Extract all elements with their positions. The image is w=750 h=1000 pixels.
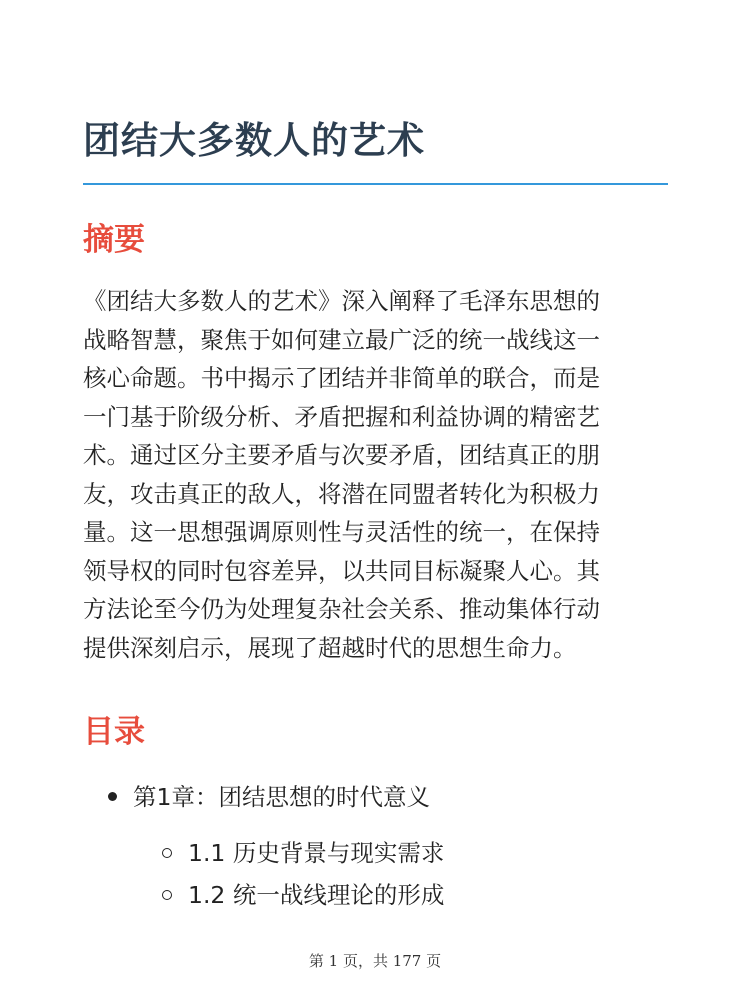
abstract-paragraph [83,282,673,667]
bullet-circle-icon [162,848,172,858]
abstract-line: 战略智慧，聚焦于如何建立最广泛的统一战线这一 [83,325,600,354]
toc-chapter-item[interactable] [108,780,430,814]
abstract-line: 友，攻击真正的敌人，将潜在同盟者转化为积极力 [83,479,600,508]
toc-section-item[interactable] [162,878,444,912]
title-divider [83,183,668,185]
document-title: 团结大多数人的艺术 [83,119,425,162]
toc-section-label: 1.1 历史背景与现实需求 [188,839,445,867]
toc-section-item[interactable] [162,836,444,870]
abstract-line: 一门基于阶级分析、矛盾把握和利益协调的精密艺 [83,402,600,431]
toc-chapter-label: 第1章：团结思想的时代意义 [133,783,430,811]
abstract-line: 提供深刻启示，展现了超越时代的思想生命力。 [83,633,577,662]
bullet-disc-icon [108,792,117,801]
abstract-line: 核心命题。书中揭示了团结并非简单的联合，而是 [83,364,600,392]
abstract-heading: 摘要 [83,222,145,258]
toc-section-label: 1.2 统一战线理论的形成 [188,881,445,909]
abstract-line: 术。通过区分主要矛盾与次要矛盾，团结真正的朋 [83,441,600,469]
toc-heading: 目录 [83,714,145,750]
abstract-line: 方法论至今仍为处理复杂社会关系、推动集体行动 [83,595,600,623]
abstract-line: 《团结大多数人的艺术》深入阐释了毛泽东思想的 [83,287,600,315]
bullet-circle-icon [162,890,172,900]
page-footer: 第 1 页，共 177 页 [308,952,442,970]
abstract-line: 量。这一思想强调原则性与灵活性的统一，在保持 [83,518,600,546]
abstract-line: 领导权的同时包容差异，以共同目标凝聚人心。其 [83,556,600,585]
